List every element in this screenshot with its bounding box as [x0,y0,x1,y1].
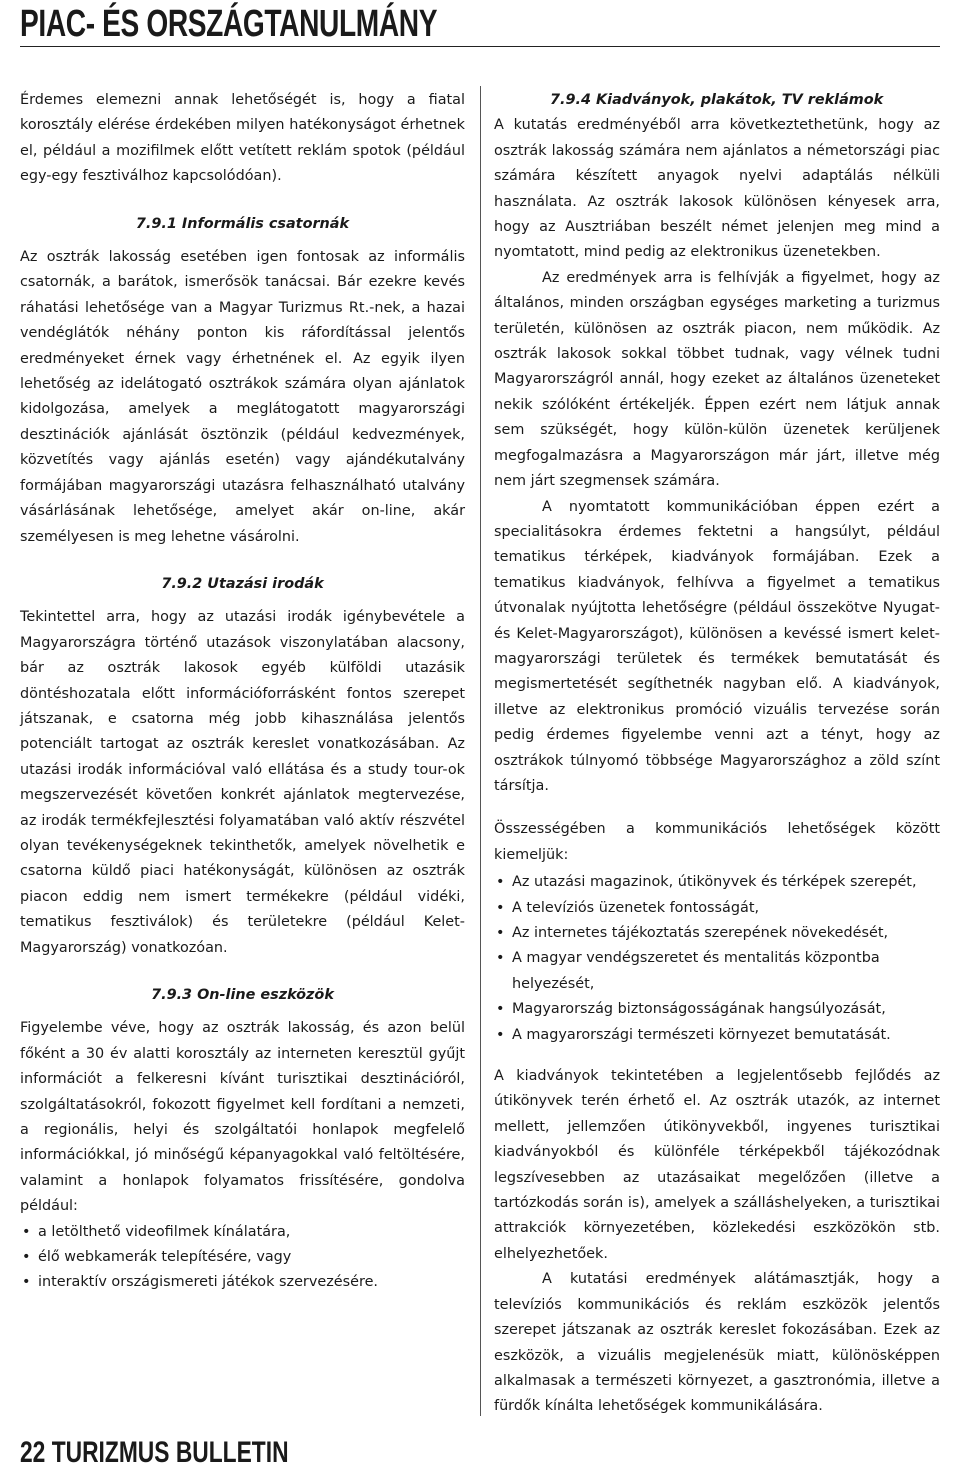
list-item: • interaktív országismereti játékok szervezésére. [20,1270,465,1295]
section-heading-7-9-1: 7.9.1 Informális csatornák [135,215,350,232]
list-item: • A televíziós üzenetek fontosságát, [494,896,940,921]
list-item: • A magyar vendégszeretet és mentalitás központba helyezését, [494,946,940,997]
section-heading-7-9-4: 7.9.4 Kiadványok, plakátok, TV reklámok [550,92,884,108]
paragraph-7-9-1: Az osztrák lakosság esetében igen fontosak az informális csatornák, a barátok, ismerősök tanácsai. Bár ezekre kevés ráhatási lehetősége van a Magyar Turizmus Rt.-nek, a hazai vendéglátók néhány ponton kis ráfordítással jelentős eredményeket érnek vagy érhetnének el. Az egyik ilyen lehetőség az idelátogató osztrákok számára olyan ajánlatok kidolgozása, amelyek a meglátogatott magyarországi desztinációk ajánlását ösztönzik (például kedvezmények, közvetítés vagy ajánlás esetén) vagy ajándékutalvány formájában magyarországi utazásra felhasználható utalvány vásárlásának lehetősége, amelyet akár on-line, akár személyesen is meg lehetne vásárolni. [20,249,465,545]
paragraph: A kutatási eredmények alátámasztják, hogy a televíziós kommunikációs és reklám eszközök jelentős szerepet játszanak az osztrák kereslet fokozásában. Ezek az eszközök, a vizuális megjelenésük miatt, különösképpen alkalmasak a természeti környezet, a gasztronómia, illetve a fürdők kínálta lehetőségek kommunikálására. [494,1271,940,1415]
paragraph-7-9-2: Tekintettel arra, hogy az utazási irodák igénybevétele a Magyarországra történő utazások viszonylatában alacsony, bár az osztrák lakosok egyéb külföldi utazásik döntéshozatala előtt információforrásként fontos szerepet játszanak, e csatorna még jobb kihasználása jelentős potenciált tartogat az osztrák kereslet vonatkozásában. Az utazási irodák információval való ellátása és a study tour-ok megszervezését követően konkrét ajánlatok megtervezése, az irodák termékfejlesztési folyamatában való aktív részvétel olyan tevékenységeknek tekinthetők, amelyek növelhetik e csatorna küldő piaci hatékonyságát, különösen az osztrák piacon eddig nem ismert termékekre (például vidéki, tematikus fesztiválok) és területekre (például Kelet-Magyarország) vonatkozóan. [20,609,465,956]
list-item: • Magyarország biztonságosságának hangsúlyozását, [494,997,940,1022]
paragraph: A nyomtatott kommunikációban éppen ezért a specialitásokra érdemes fektetni a hangsúlyt, például tematikus térképek, kiadványok formájában. Ezek a tematikus kiadványok, felhívva a figyelmet a tematikus útvonalak nyújtotta lehetőségre (például összekötve Nyugat- és Kelet-Magyarországot), különösen a kevéssé ismert kelet-magyarországi területek és termékek bemutatását és megismertetését segíthetnék nagyban elő. A kiadványok, illetve az elektronikus promóció vizuális tervezése során pedig érdemes figyelembe venni azt a tényt, hogy az osztrákok túlnyomó többsége Magyarországhoz a zöld színt társítja. [494,498,940,794]
list-item: • Az utazási magazinok, útikönyvek és térképek szerepét, [494,870,940,895]
section-heading-7-9-3: 7.9.3 On-line eszközök [151,987,334,1003]
right-column [494,88,940,1420]
page-header [20,2,940,47]
page-title: PIAC- ÉS ORSZÁGTANULMÁNY [20,3,438,45]
paragraph: A kutatás eredményéből arra következtethetünk, hogy az osztrák lakosság számára nem ajánlatos a németországi piac számára készített anyagok nyelvi adaptálás nélküli használata. Az osztrák lakosok különösen kényesek arra, hogy az Ausztriában beszélt német jelenjen meg mind a nyomtatott, mind pedig az elektronikus üzenetekben. [494,117,940,261]
intro-paragraph: Érdemes elemezni annak lehetőségét is, hogy a fiatal korosztály elérése érdekében milyen hatékonyságot érhetnek el, például a mozifilmek előtt vetített reklám spotok (például egy-egy fesztiválhoz kapcsolódóan). [20,92,465,185]
paragraph: Összességében a kommunikációs lehetőségek között kiemeljük: [494,821,940,863]
left-column [20,88,465,1296]
paragraph: A kiadványok tekintetében a legjelentősebb fejlődés az útikönyvek terén érhető el. Az osztrák utazók, az internet mellett, jellemzően útikönyvekből, ingyenes turisztikai kiadványokból és különféle térképekből tájékozódnak legszívesebben az utazásaikat megelőzően (illetve a tartózkodás során is), amelyek a szálláshelyeken, a turisztikai attrakciók környezetében, közlekedési eszközökön stb. elhelyezhetőek. [494,1068,940,1262]
list-item: • élő webkamerák telepítésére, vagy [20,1245,465,1270]
list-item: • a letölthető videofilmek kínálatára, [20,1220,465,1245]
list-item: • A magyarországi természeti környezet bemutatását. [494,1023,940,1048]
list-item: • Az internetes tájékoztatás szerepének növekedését, [494,921,940,946]
online-tools-list [20,1220,465,1296]
communication-list [494,870,940,1048]
column-divider [480,86,481,1416]
paragraph: Az eredmények arra is felhívják a figyelmet, hogy az általános, minden országban egységes marketing a turizmus területén, különösen az osztrák piacon, nem működik. Az osztrák lakosok sokkal többet tudnak, vagy vélnek tudni Magyarországról annál, hogy ezeket az általános üzeneteket nekik szólóként értékeljék. Éppen ezért nem látjuk annak sem szükségét, hogy külön-külön üzenetek kerüljenek megfogalmazásra a Magyarországon már járt, illetve még nem járt szegmensek számára. [494,269,940,490]
paragraph-7-9-3: Figyelembe véve, hogy az osztrák lakosság, és azon belül főként a 30 év alatti korosztály az interneten keresztül gyűjt információt a felkeresni kívánt turisztikai desztinációról, szolgáltatásokról, fokozott figyelmet kell fordítani a nemzeti, a regionális, helyi és szolgáltatói honlapok megfelelő információkkal, jó minőségű képanyagokkal való feltöltésére, valamint a honlapok folyamatos frissítésére, gondolva például: [20,1020,465,1215]
page-footer: 22 TURIZMUS BULLETIN [20,1436,289,1469]
section-heading-7-9-2: 7.9.2 Utazási irodák [161,575,324,592]
